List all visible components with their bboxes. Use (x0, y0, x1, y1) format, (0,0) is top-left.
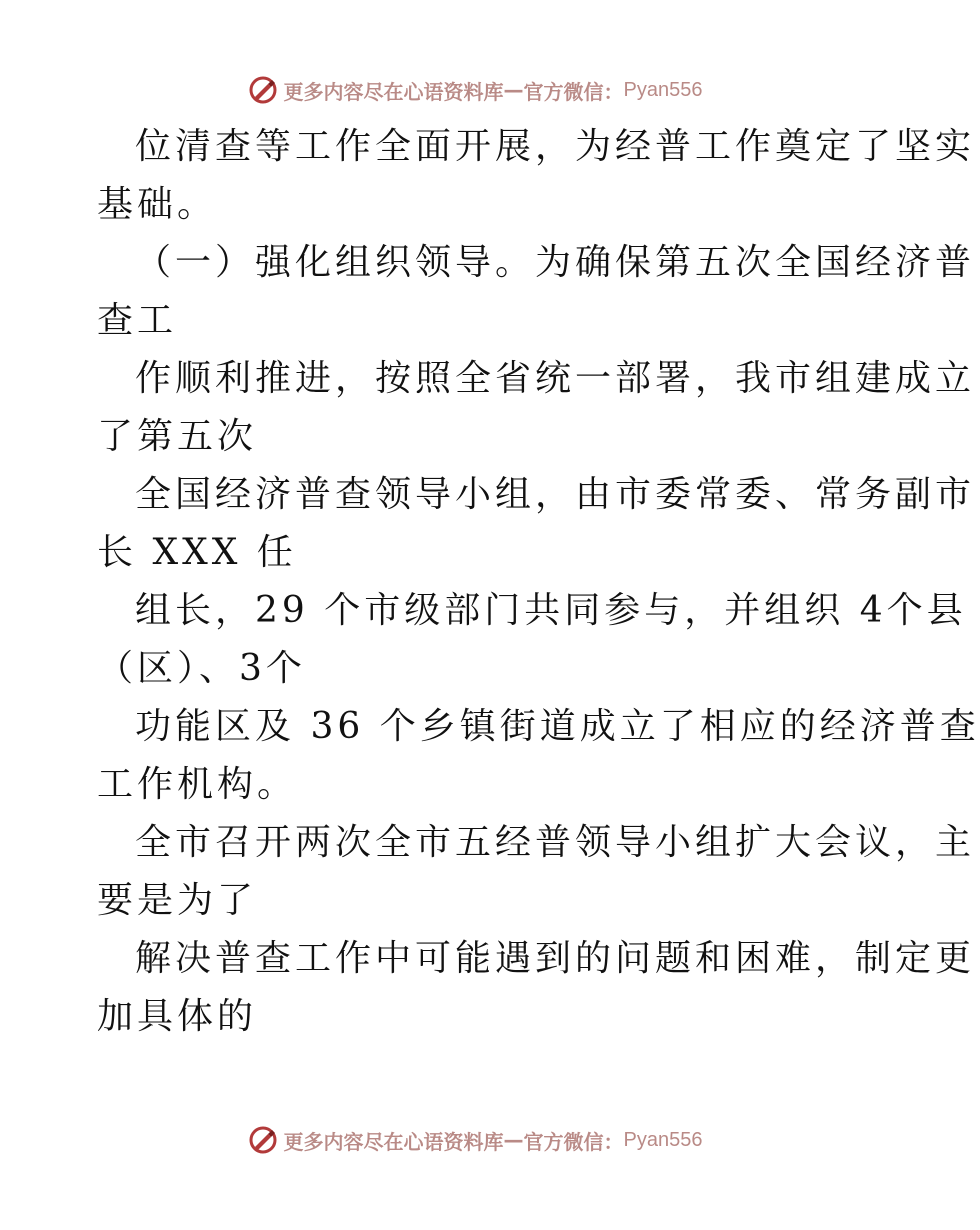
text-line: 基础。 (97, 184, 218, 225)
contact-id: Pyan556 (623, 1128, 703, 1151)
brand-text: 更多内容尽在心语资料库 (283, 79, 504, 104)
contact-id: Pyan556 (623, 78, 703, 101)
separator: — (503, 1128, 524, 1152)
text-line: 要是为了 (97, 880, 258, 921)
text-line: 长 XXX 任 (97, 532, 297, 573)
text-line: 加具体的 (97, 996, 258, 1037)
contact-label: 官方微信： (523, 1129, 624, 1154)
pen-logo-icon (248, 75, 278, 105)
text-line: （区）、3个 (97, 648, 306, 689)
text-line: 工作机构。 (97, 764, 298, 805)
header-watermark-banner (0, 70, 950, 110)
text-line: （一）强化组织领导。为确保第五次全国经济普 (135, 242, 976, 283)
text-line: 组长，29 个市级部门共同参与，并组织 4个县 (135, 590, 967, 631)
text-line: 了第五次 (97, 416, 258, 457)
footer-watermark-banner (0, 1120, 950, 1160)
text-line: 作顺利推进，按照全省统一部署，我市组建成立 (135, 358, 976, 399)
text-line: 查工 (97, 300, 178, 341)
separator: — (503, 78, 524, 102)
pen-logo-icon (248, 1125, 278, 1155)
text-line: 全国经济普查领导小组，由市委常委、常务副市 (135, 474, 976, 515)
text-line: 功能区及 36 个乡镇街道成立了相应的经济普查 (135, 706, 980, 747)
contact-label: 官方微信： (523, 79, 624, 104)
text-line: 全市召开两次全市五经普领导小组扩大会议，主 (135, 822, 976, 863)
text-line: 解决普查工作中可能遇到的问题和困难，制定更 (135, 938, 976, 979)
document-body (97, 118, 980, 1046)
text-line: 位清查等工作全面开展，为经普工作奠定了坚实 (135, 126, 976, 167)
brand-text: 更多内容尽在心语资料库 (283, 1129, 504, 1154)
